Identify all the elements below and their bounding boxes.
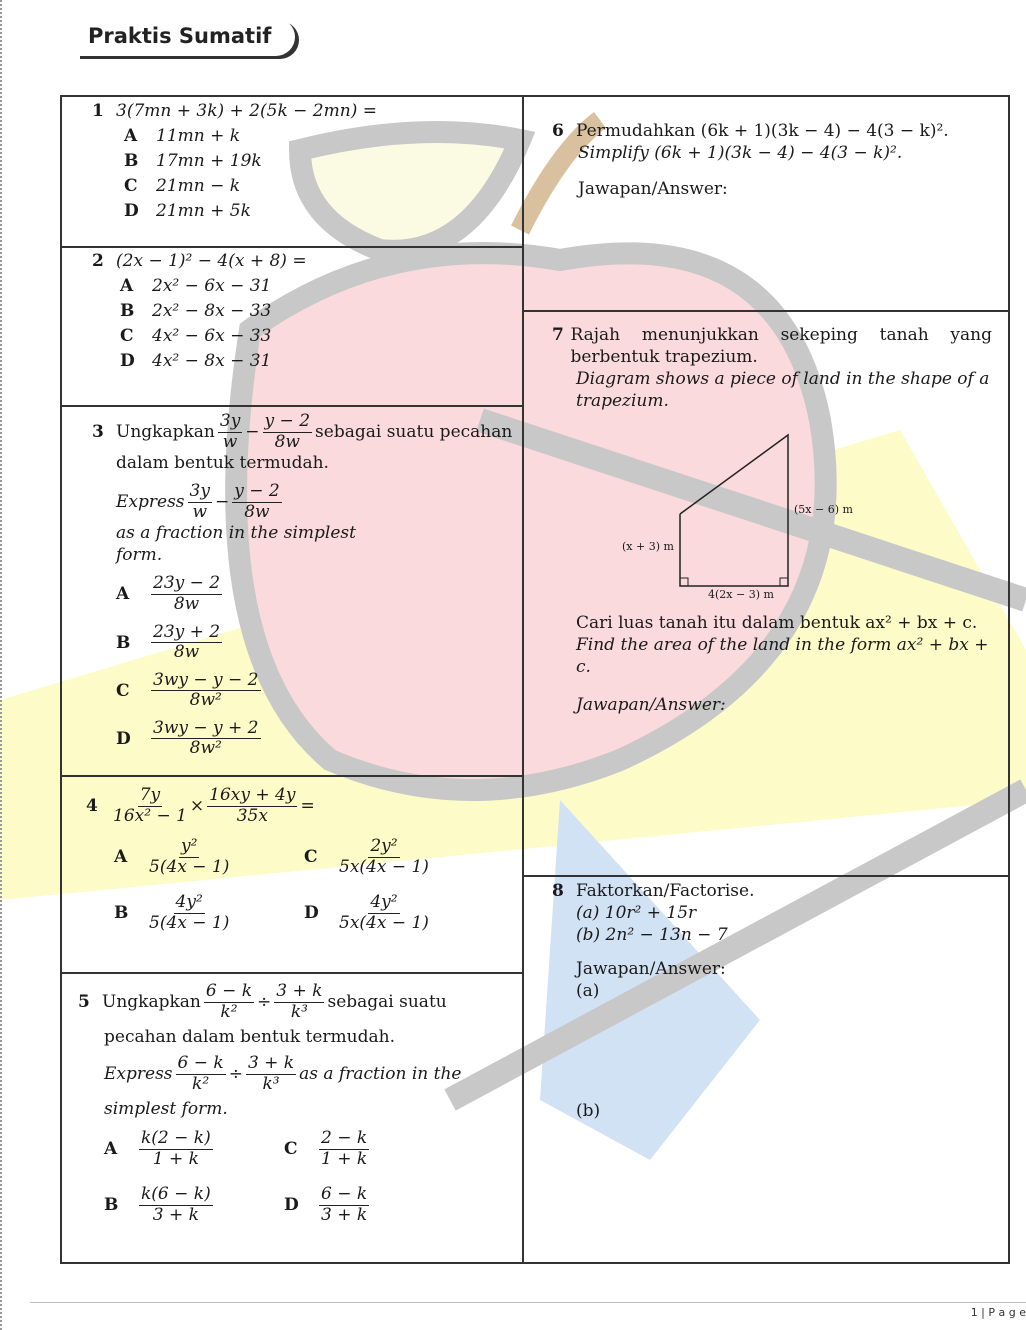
divider (1008, 95, 1010, 1262)
divider (522, 310, 1010, 312)
stem-text: form. (116, 545, 163, 566)
question-8 (552, 880, 992, 1123)
part-a: (a) 10r² + 15r (576, 903, 697, 924)
denominator: 16x² − 1 (113, 805, 187, 826)
option-letter: A (116, 584, 130, 605)
question-1 (92, 100, 377, 225)
numerator: 23y − 2 (153, 573, 221, 594)
denominator: 5(4x − 1) (149, 856, 230, 877)
footer-divider (30, 1302, 1026, 1303)
option-a (114, 837, 304, 877)
denominator: 3 + k (152, 1205, 199, 1226)
fraction (232, 482, 281, 522)
option-letter: B (124, 151, 139, 172)
option-b (104, 1185, 284, 1225)
option-text: 21mn + 5k (156, 201, 251, 222)
numerator: 16xy + 4y (209, 785, 296, 805)
numerator: 3y (189, 481, 210, 502)
part-b: (b) 2n² − 13n − 7 (576, 925, 728, 946)
option-text: 2x² − 6x − 31 (152, 276, 272, 297)
option-a (120, 275, 307, 297)
fraction (263, 412, 312, 452)
question-number: 2 (92, 251, 104, 271)
divider (60, 246, 522, 248)
question-number: 1 (92, 101, 104, 121)
option-text: 2x² − 8x − 33 (152, 301, 272, 322)
operator: ÷ (228, 1064, 243, 1085)
denominator: 8w (244, 501, 270, 522)
stem-text: Rajah menunjukkan sekeping tanah yang berbentuk trapezium. (570, 325, 992, 368)
option-letter: B (116, 632, 131, 653)
denominator: k² (192, 1073, 210, 1094)
option-letter: C (116, 680, 130, 701)
option-letter: B (120, 301, 135, 322)
option-letter: D (116, 728, 131, 749)
operator: × (189, 796, 205, 816)
divider (60, 972, 522, 974)
option-letter: A (120, 276, 134, 297)
divider (60, 95, 1010, 97)
stem-text: simplest form. (104, 1099, 228, 1120)
question-2 (92, 250, 307, 375)
option-c (284, 1129, 484, 1169)
denominator: w (222, 431, 238, 452)
numerator: 3wy − y − 2 (153, 669, 259, 690)
numerator: 7y (139, 785, 161, 805)
divider (60, 95, 62, 1262)
operator: = (300, 796, 315, 816)
numerator: 6 − k (177, 1053, 224, 1074)
numerator: 3y (219, 411, 241, 431)
option-b (120, 300, 307, 322)
denominator: k³ (262, 1073, 280, 1094)
operator: ÷ (257, 992, 272, 1012)
option-b (114, 893, 304, 933)
side-label-bottom: 4(2x − 3) m (708, 588, 774, 601)
numerator: 6 − k (321, 1184, 368, 1205)
numerator: k(6 − k) (141, 1184, 211, 1205)
stem-text: Express (104, 1064, 173, 1085)
option-letter: C (124, 176, 138, 197)
page-edge (0, 0, 8, 1330)
numerator: y − 2 (264, 411, 311, 431)
stem-text: Cari luas tanah itu dalam bentuk ax² + bx + c. (576, 613, 978, 633)
question-number: 7 (552, 325, 564, 345)
question-number: 4 (86, 796, 98, 816)
option-a (116, 574, 520, 614)
divider (60, 405, 522, 407)
denominator: 5x(4x − 1) (339, 912, 429, 933)
option-c (304, 837, 504, 877)
numerator: 23y + 2 (153, 621, 221, 642)
option-letter: D (284, 1195, 299, 1216)
page-title: Praktis Sumatif (76, 18, 295, 56)
fraction (188, 482, 212, 522)
numerator: 3wy − y + 2 (153, 717, 259, 738)
numerator: k(2 − k) (141, 1128, 211, 1149)
numerator: 3 + k (247, 1053, 295, 1074)
option-letter: A (124, 126, 138, 147)
denominator: k³ (290, 1001, 308, 1022)
denominator: 8w (173, 642, 200, 663)
numerator: y² (180, 836, 198, 857)
divider (60, 775, 522, 777)
stem-text: as a fraction in the (299, 1064, 462, 1085)
question-7 (552, 324, 992, 412)
answer-label: Jawapan/Answer: (576, 959, 726, 980)
option-a (124, 125, 377, 147)
option-letter: B (114, 903, 129, 924)
denominator: 8w² (189, 738, 222, 759)
option-text: 4x² − 8x − 31 (152, 351, 272, 372)
side-label-right: (5x − 6) m (794, 503, 853, 516)
stem-text: Simplify (6k + 1)(3k − 4) − 4(3 − k)². (578, 143, 903, 164)
denominator: 35x (236, 805, 268, 826)
option-c (120, 325, 307, 347)
option-c (116, 671, 520, 711)
question-number: 8 (552, 881, 564, 901)
question-stem: 3(7mn + 3k) + 2(5k − 2mn) = (116, 101, 377, 121)
option-letter: D (304, 903, 319, 924)
answer-label: Jawapan/Answer: (576, 695, 726, 716)
option-letter: D (124, 201, 139, 222)
operator: − (245, 422, 260, 442)
option-letter: A (104, 1139, 118, 1160)
option-d (124, 200, 377, 222)
stem-text: Express (116, 492, 185, 513)
option-letter: C (304, 847, 318, 868)
numerator: 4y² (175, 892, 203, 913)
denominator: 1 + k (152, 1148, 199, 1169)
question-5 (78, 982, 518, 1229)
side-label-left: (x + 3) m (622, 540, 674, 553)
option-text: 11mn + k (156, 126, 241, 147)
stem-text: Faktorkan/Factorise. (576, 881, 755, 901)
stem-text: Find the area of the land in the form ax² + bx + c. (576, 635, 989, 678)
denominator: 3 + k (321, 1205, 368, 1226)
question-7-task (576, 612, 1006, 716)
option-d (284, 1185, 484, 1225)
denominator: 8w (274, 431, 300, 452)
option-letter: B (104, 1195, 119, 1216)
question-stem: (2x − 1)² − 4(x + 8) = (116, 251, 307, 271)
option-text: 17mn + 19k (156, 151, 262, 172)
numerator: y − 2 (234, 481, 280, 502)
denominator: 5(4x − 1) (149, 912, 230, 933)
stem-text: as a fraction in the simplest (116, 523, 356, 544)
option-a (104, 1129, 284, 1169)
stem-text: Ungkapkan (102, 992, 201, 1012)
stem-text: sebagai suatu pecahan (315, 422, 513, 442)
option-letter: A (114, 847, 128, 868)
option-letter: D (120, 351, 135, 372)
question-number: 5 (78, 992, 90, 1012)
numerator: 2y² (370, 836, 398, 857)
question-3 (92, 412, 520, 767)
denominator: 8w (173, 594, 200, 615)
option-b (124, 150, 377, 172)
numerator: 3 + k (276, 981, 323, 1001)
stem-text: dalam bentuk termudah. (116, 453, 329, 474)
trapezium-diagram (610, 425, 910, 600)
option-d (116, 719, 520, 759)
fraction (218, 412, 242, 452)
stem-text: Permudahkan (6k + 1)(3k − 4) − 4(3 − k)². (576, 121, 949, 141)
page-number: 1 | P a g e (970, 1306, 1026, 1319)
question-6 (552, 120, 1002, 200)
denominator: 8w² (189, 690, 222, 711)
trapezium-shape (610, 425, 910, 600)
stem-text: pecahan dalam bentuk termudah. (104, 1027, 395, 1048)
numerator: 6 − k (205, 981, 253, 1001)
option-text: 4x² − 6x − 33 (152, 326, 272, 347)
question-number: 3 (92, 422, 104, 442)
option-d (304, 893, 504, 933)
option-b (116, 623, 520, 663)
option-text: 21mn − k (156, 176, 241, 197)
numerator: 2 − k (321, 1128, 368, 1149)
answer-part-b: (b) (576, 1101, 601, 1122)
option-d (120, 350, 307, 372)
stem-text: Diagram shows a piece of land in the shape of a trapezium. (576, 369, 990, 412)
numerator: 4y² (370, 892, 398, 913)
denominator: 5x(4x − 1) (339, 856, 429, 877)
operator: − (214, 492, 230, 513)
divider (522, 95, 524, 1262)
stem-text: Ungkapkan (116, 422, 215, 442)
option-letter: C (120, 326, 134, 347)
denominator: k² (220, 1001, 238, 1022)
question-number: 6 (552, 121, 564, 141)
denominator: w (192, 501, 207, 522)
option-c (124, 175, 377, 197)
option-letter: C (284, 1139, 298, 1160)
divider (522, 875, 1010, 877)
answer-part-a: (a) (576, 981, 600, 1002)
denominator: 1 + k (321, 1148, 368, 1169)
stem-text: sebagai suatu (327, 992, 447, 1012)
answer-label: Jawapan/Answer: (578, 179, 728, 200)
divider (60, 1262, 1010, 1264)
question-4 (86, 786, 516, 936)
